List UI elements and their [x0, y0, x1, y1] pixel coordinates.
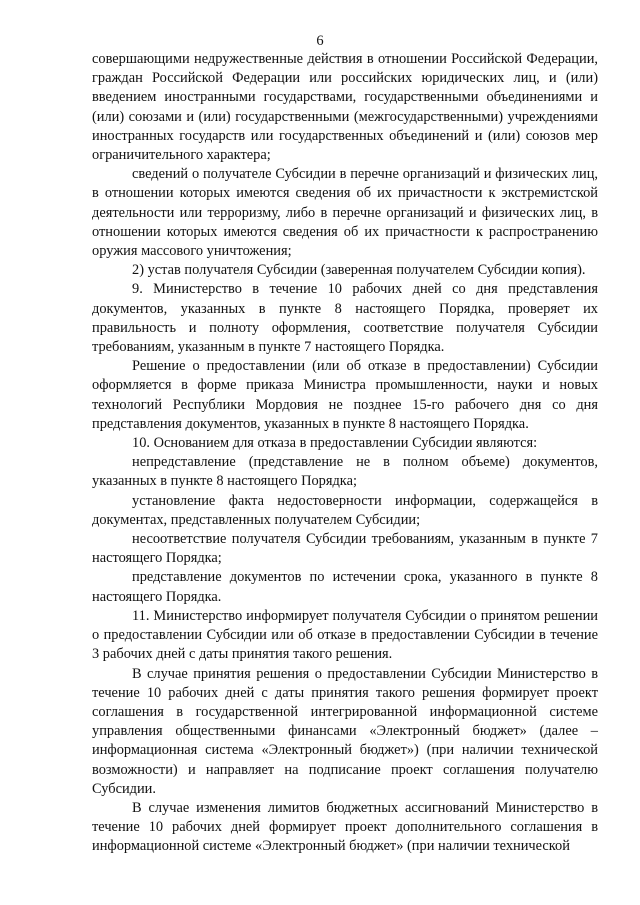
paragraph-refusal-reason-2: установление факта недостоверности информации, содержащейся в документах, представленных получателем Субсидии; [92, 492, 598, 528]
paragraph-budget-limits-change: В случае изменения лимитов бюджетных ассигнований Министерство в течение 10 рабочих дней формирует проект дополнительного соглашения в информационной системе «Электронный бюджет» (при наличии технической [92, 799, 598, 855]
paragraph-sanctions-continuation: совершающими недружественные действия в отношении Российской Федерации, граждан Российской Федерации или российских юридических лиц, и (или) введением иностранными государствами, государственными объединениями и (или) союзами и (или) государственными (межгосударственными) учреждениями иностранных государств или государственных объединений и (или) союзов мер ограничительного характера; [92, 51, 598, 164]
document-body [92, 50, 598, 857]
paragraph-refusal-reason-1: непредставление (представление не в полном объеме) документов, указанных в пункте 8 настоящего Порядка; [92, 454, 598, 490]
paragraph-charter-copy: 2) устав получателя Субсидии (заверенная получателем Субсидии копия). [132, 262, 586, 279]
paragraph-refusal-reason-4: представление документов по истечении срока, указанного в пункте 8 настоящего Порядка. [92, 569, 598, 605]
paragraph-clause-9: 9. Министерство в течение 10 рабочих дней со дня представления документов, указанных в пункте 8 настоящего Порядка, проверяет их правильность и полноту оформления, соответствие получателя Субсидии требованиям, указанным в пункте 7 настоящего Порядка. [92, 281, 598, 356]
paragraph-clause-10: 10. Основанием для отказа в предоставлении Субсидии являются: [132, 435, 538, 452]
paragraph-agreement-draft: В случае принятия решения о предоставлении Субсидии Министерство в течение 10 рабочих дней с даты принятия такого решения формирует проект соглашения в государственной интегрированной информационной системе управления общественными финансами «Электронный бюджет» (далее – информационная система «Электронный бюджет») (при наличии технической возможности) и направляет на подписание проект соглашения получателю Субсидии. [92, 665, 598, 797]
paragraph-refusal-reason-3: несоответствие получателя Субсидии требованиям, указанным в пункте 7 настоящего Порядка; [92, 531, 598, 567]
paragraph-extremism-list: сведений о получателе Субсидии в перечне организаций и физических лиц, в отношении которых имеются сведения об их причастности к экстремистской деятельности или терроризму, либо в перечне организаций и физических лиц, в отношении которых имеются сведения об их причастности к распространению оружия массового уничтожения; [92, 166, 598, 260]
paragraph-decision-order: Решение о предоставлении (или об отказе в предоставлении) Субсидии оформляется в форме приказа Министра промышленности, науки и новых технологий Республики Мордовия не позднее 15-го рабочего дня со дня представления документов, указанных в пункте 8 настоящего Порядка. [92, 358, 598, 432]
paragraph-clause-11: 11. Министерство информирует получателя Субсидии о принятом решении о предоставлении Субсидии или об отказе в предоставлении Субсидии в течение 3 рабочих дней с даты принятия такого решения. [92, 607, 598, 663]
page-number: 6 [316, 33, 324, 49]
